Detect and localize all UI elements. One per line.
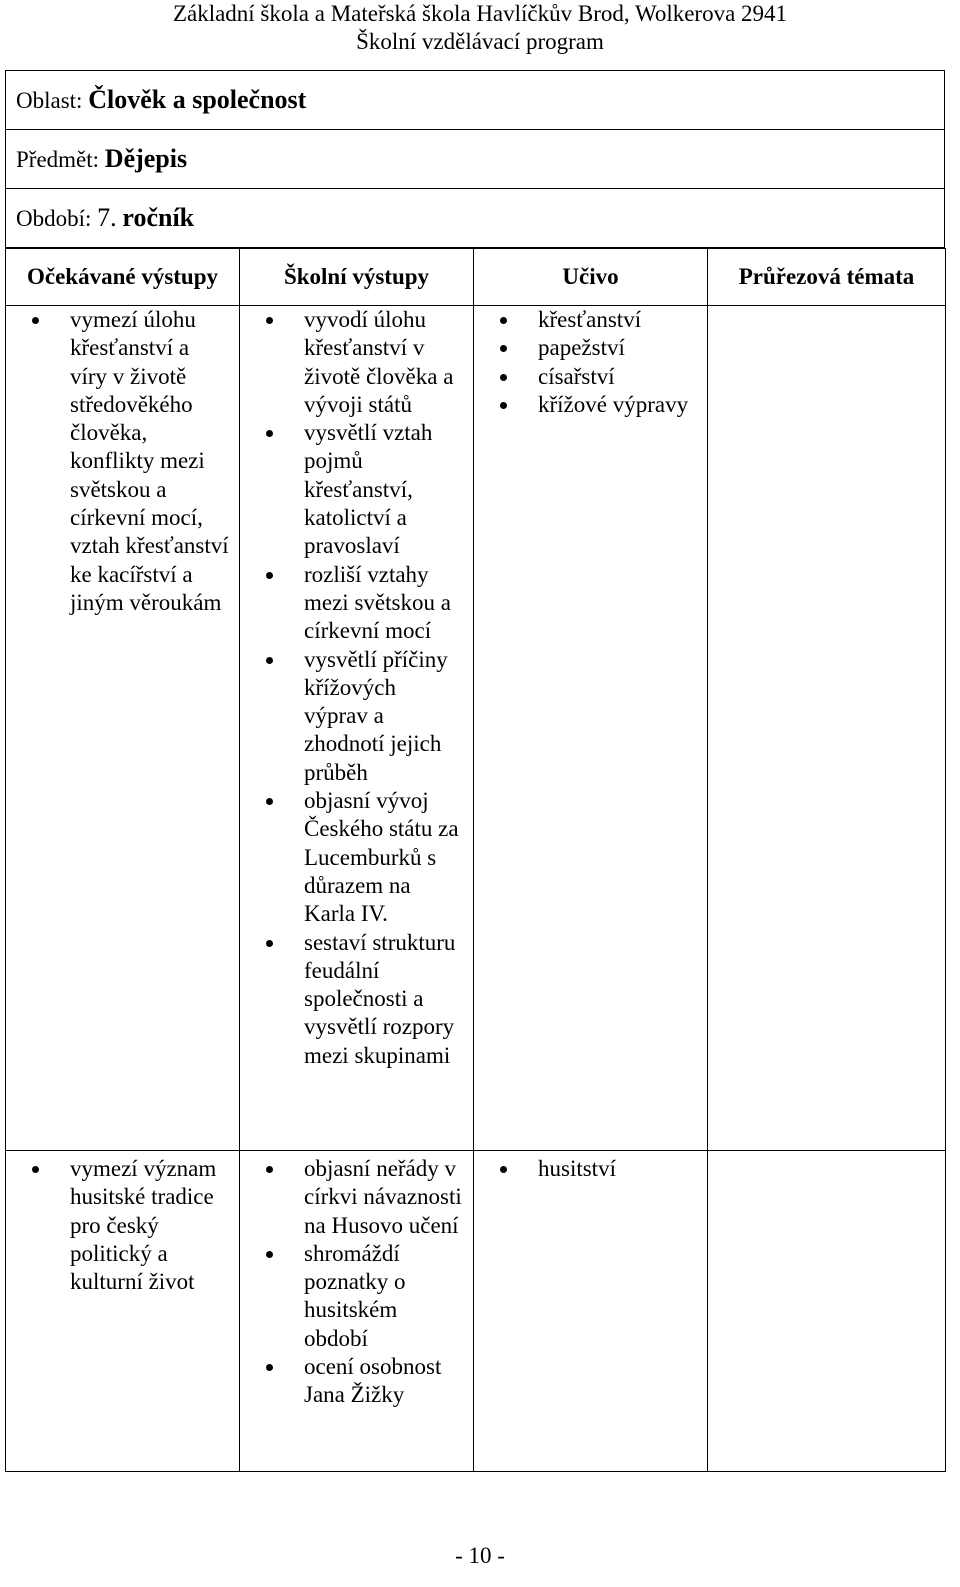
table-row [6,306,946,1151]
list-item: sestaví strukturu feudální společnosti a vysvětlí rozpory mezi skupinami [240,929,473,1070]
info-table [5,70,945,248]
obdobi-number: 7. [97,203,117,232]
list-item: vymezí úlohu křesťanství a víry v životě středověkého člověka, konflikty mezi světskou a církevní mocí, vztah křesťanství ke kacířství a jiným věroukám [6,306,239,617]
page-header [150,0,810,56]
program-name: Školní vzdělávací program [356,29,604,54]
cell-ucivo [474,1151,708,1472]
cell-prurezova [708,1151,946,1472]
list-item: císařství [474,363,707,391]
list-item: objasní neřády v církvi návaznosti na Husovo učení [240,1155,473,1240]
list-item: křesťanství [474,306,707,334]
page-number: - 10 - [455,1543,505,1568]
list-item: rozliší vztahy mezi světskou a církevní mocí [240,561,473,646]
list-item: vysvětlí vztah pojmů křesťanství, katolictví a pravoslaví [240,419,473,560]
cell-ocekavane [6,306,240,1151]
list-item: vysvětlí příčiny křížových výprav a zhodnotí jejich průběh [240,646,473,787]
predmet-value: Dějepis [104,144,188,173]
oblast-label: Oblast: [16,88,83,113]
obdobi-label: Období: [16,206,92,231]
list-item: ocení osobnost Jana Žižky [240,1353,473,1410]
list-item: objasní vývoj Českého státu za Lucemburků s důrazem na Karla IV. [240,787,473,928]
obdobi-value: ročník [122,203,195,232]
list-item: husitství [474,1155,707,1183]
header-skolni: Školní výstupy [240,249,474,306]
oblast-row [6,71,945,130]
list-item: křížové výpravy [474,391,707,419]
header-ucivo: Učivo [474,249,708,306]
cell-skolni [240,306,474,1151]
predmet-row [6,130,945,189]
curriculum-table [5,248,946,1472]
header-prurezova: Průřezová témata [708,249,946,306]
table-row [6,1151,946,1472]
cell-skolni [240,1151,474,1472]
header-ocekavane: Očekávané výstupy [6,249,240,306]
list-item: papežství [474,334,707,362]
list-item: vyvodí úlohu křesťanství v životě člověka a vývoji států [240,306,473,419]
school-name: Základní škola a Mateřská škola Havlíčkův Brod, Wolkerova 2941 [172,1,788,26]
predmet-label: Předmět: [16,147,100,172]
cell-prurezova [708,306,946,1151]
list-item: shromáždí poznatky o husitském období [240,1240,473,1353]
table-header-row [6,249,946,306]
obdobi-row [6,189,945,248]
cell-ocekavane [6,1151,240,1472]
list-item: vymezí význam husitské tradice pro český politický a kulturní život [6,1155,239,1296]
oblast-value: Člověk a společnost [88,85,307,114]
cell-ucivo [474,306,708,1151]
